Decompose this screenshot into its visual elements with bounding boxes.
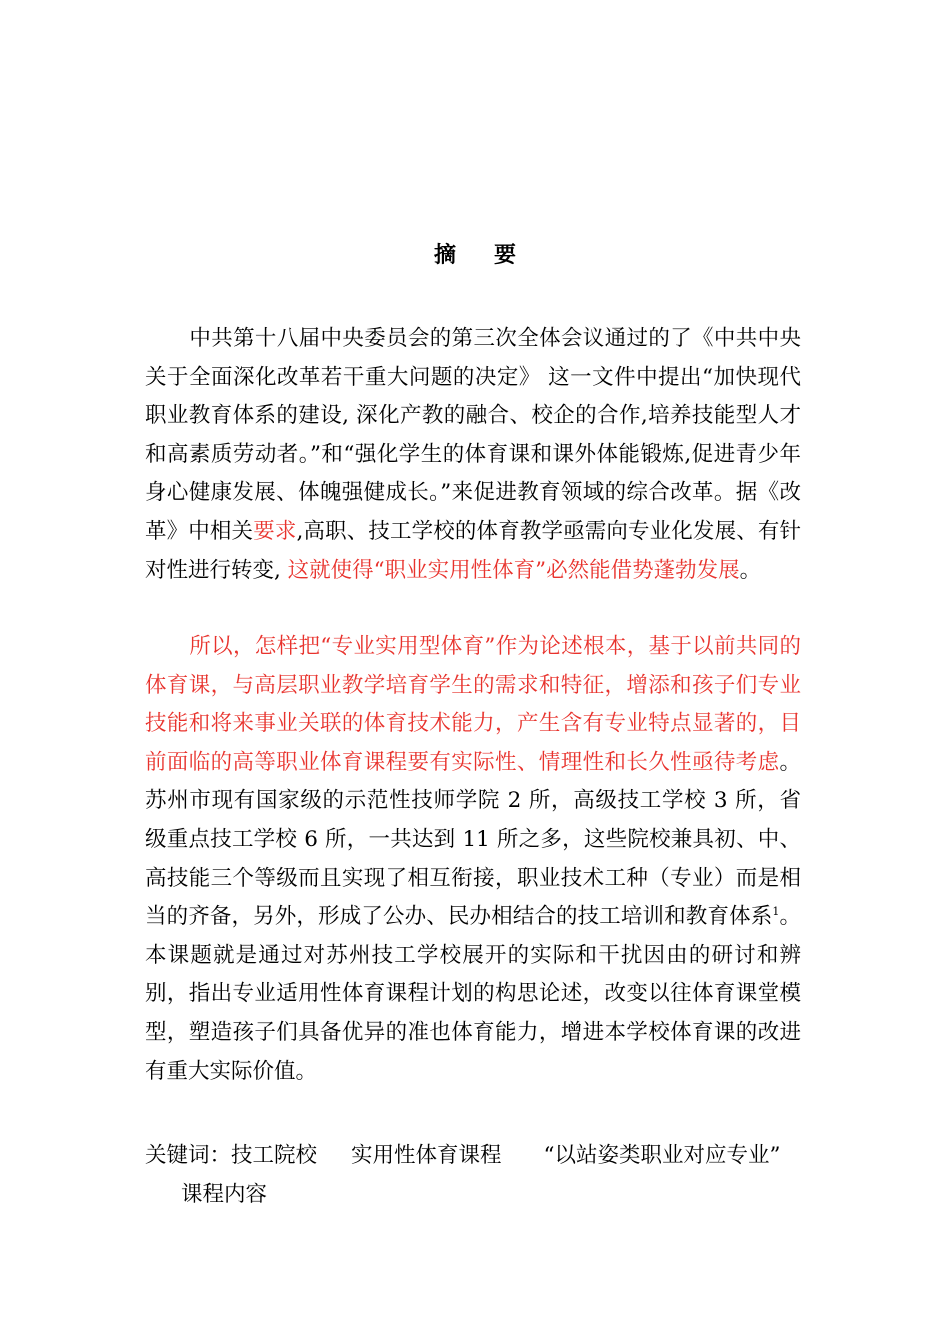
paragraph2-text-2: 。本课题就是通过对苏州技工学校展开的实际和干扰因由的研讨和辨别，指出专业适用性体育课程计划的构思论述，改变以往体育课堂模型，塑造孩子们具备优异的准也体育能力，增进本学校体育课的改进有重大实际价值。 xyxy=(145,904,801,1084)
paragraph1-text-3: 。 xyxy=(739,557,762,583)
keyword-item: 技工院校 xyxy=(231,1143,318,1168)
keyword-item: 实用性体育课程 xyxy=(351,1143,502,1168)
paragraph1-text-2: ,高职、技工学校的体育教学亟需向专业化发展、有针对性进行转变, xyxy=(145,518,801,583)
keyword-item: “以站姿类职业对应专业” xyxy=(543,1143,781,1168)
paragraph1-highlight-2: 这就使得“职业实用性体育”必然能借势蓬勃发展 xyxy=(287,557,740,583)
paragraph2-text-1: 。苏州市现有国家级的示范性技师学院 2 所，高级技工学校 3 所，省级重点技工学校 6 所，一共达到 11 所之多，这些院校兼具初、中、高技能三个等级而且实现了相互衔接，职业技术工种（专业）而是相当的齐备，另外，形成了公办、民办相结合的技工培训和教育体系 xyxy=(145,749,801,930)
footnote-marker[interactable]: 1 xyxy=(772,905,780,919)
abstract-paragraph-1 xyxy=(145,320,801,590)
keywords-label: 关键词： xyxy=(145,1143,232,1168)
paragraph1-highlight-1: 要求 xyxy=(253,518,297,544)
keyword-item: 课程内容 xyxy=(181,1181,268,1207)
abstract-title xyxy=(0,238,950,269)
title-char-2: 要 xyxy=(494,242,517,268)
paragraph2-highlight: 所以，怎样把“专业实用型体育”作为论述根本，基于以前共同的体育课，与高层职业教学培育学生的需求和特征，增添和孩子们专业技能和将来事业关联的体育技术能力，产生含有专业特点显著的，目前面临的高等职业体育课程要有实际性、情理性和长久性亟待考虑 xyxy=(145,634,801,775)
abstract-paragraph-2 xyxy=(145,628,801,1091)
paragraph1-text-1: 中共第十八届中央委员会的第三次全体会议通过的了《中共中央关于全面深化改革若干重大问题的决定》 这一文件中提出“加快现代职业教育体系的建设, 深化产教的融合、校企的合作,培养技能型人才和高素质劳动者。”和“强化学生的体育课和课外体能锻炼,促进青少年身心健康发展、体魄强健成长。”来促进教育领域的综合改革。据《改革》中相关 xyxy=(145,326,801,544)
keywords-section xyxy=(145,1137,801,1214)
title-char-1: 摘 xyxy=(433,242,456,268)
